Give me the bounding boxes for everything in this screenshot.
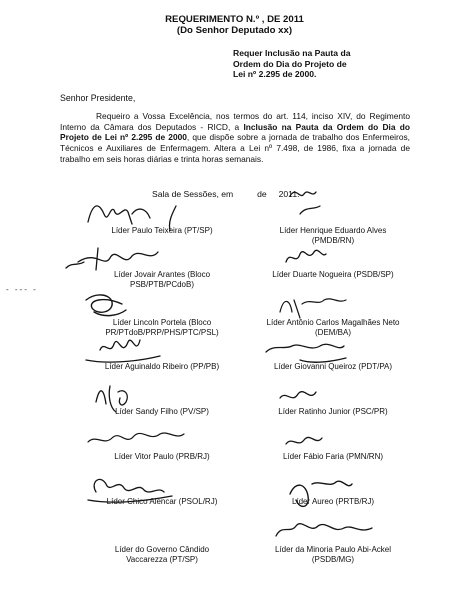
- handwritten-signature: [286, 437, 322, 444]
- margin-mark: - --- -: [6, 285, 38, 294]
- handwritten-signature: [86, 295, 126, 316]
- signatory-name: Líder Aguinaldo Ribeiro (PP/PB): [104, 362, 220, 371]
- signatory-name: Líder Chico Alencar (PSOL/RJ): [106, 497, 218, 506]
- handwritten-signature: [286, 250, 326, 262]
- signature-block: [228, 452, 438, 462]
- signatory-name: Líder Giovanni Queiroz (PDT/PA): [273, 362, 393, 371]
- signatory-name: Líder Jovair Arantes (Bloco: [113, 270, 211, 279]
- signature-block: [228, 318, 438, 337]
- signature-block: [228, 270, 438, 280]
- signatory-party: (PSDB/MG): [311, 554, 355, 564]
- signatory-party: (PMDB/RN): [311, 235, 355, 245]
- signatory-name: Líder Duarte Nogueira (PSDB/SP): [272, 270, 394, 279]
- signatory-name: Líder do Governo Cândido: [114, 545, 210, 554]
- signature-block: [228, 226, 438, 245]
- signature-block: [228, 362, 438, 372]
- signatory-party: Vaccarezza (PT/SP): [126, 554, 198, 564]
- signatory-name: Líder da Minoria Paulo Abi-Ackel: [274, 545, 392, 554]
- handwritten-signature: [266, 344, 346, 362]
- handwritten-signature: [280, 392, 316, 398]
- signatory-name: Líder Vitor Paulo (PRB/RJ): [114, 452, 210, 461]
- paragraph-text: Requeiro a Vossa Excelência, nos termos do art. 114, inciso XIV, do Regimento Interno da Câmara dos Deputados - RICD, a: [60, 111, 410, 132]
- salutation: Senhor Presidente,: [60, 93, 136, 103]
- date-label: Sala de Sessões, em: [152, 189, 234, 199]
- handwritten-signature: [276, 524, 372, 536]
- signatory-party: PSB/PTB/PCdoB): [129, 279, 195, 289]
- signatory-name: Líder Henrique Eduardo Alves: [279, 226, 387, 235]
- request-paragraph: [60, 111, 410, 165]
- document-subtitle: (Do Senhor Deputado xx): [176, 25, 293, 36]
- date-year: 2011.: [278, 189, 300, 199]
- signatory-name: Líder Lincoln Portela (Bloco: [112, 318, 212, 327]
- ementa-line: Requer Inclusão na Pauta da: [233, 48, 351, 58]
- handwritten-signature: [280, 299, 346, 318]
- signatory-party: (DEM/BA): [315, 327, 351, 337]
- ementa-line: Lei nº 2.295 de 2000.: [233, 69, 317, 80]
- signatory-name: Líder Paulo Teixeira (PT/SP): [111, 226, 213, 235]
- signatory-name: Líder Ratinho Junior (PSC/PR): [278, 407, 388, 416]
- signatory-party: PR/PTdoB/PRP/PHS/PTC/PSL): [105, 327, 219, 337]
- signatory-name: Líder Antônio Carlos Magalhães Neto: [266, 318, 400, 327]
- document-title: REQUERIMENTO N.º , DE 2011: [165, 14, 304, 25]
- signature-block: [228, 545, 438, 564]
- paragraph-bold-text: Inclusão na Pauta da Ordem do Dia do Projeto de Lei nº 2.295 de 2000: [60, 121, 410, 143]
- signatory-name: Líder Fábio Faria (PMN/RN): [282, 452, 384, 461]
- handwritten-signature: [86, 340, 160, 362]
- signature-block: [228, 497, 438, 507]
- date-line: [152, 189, 300, 199]
- ementa: [233, 48, 443, 80]
- date-de: de: [257, 189, 267, 199]
- signatory-name: Líder Sandy Filho (PV/SP): [115, 407, 209, 416]
- signatory-name: Líder Aureo (PRTB/RJ): [291, 497, 375, 506]
- paragraph-text: , que dispõe sobre a jornada de trabalho dos Enfermeiros, Técnicos e Auxiliares de Enfermagem. Altera a Lei nº 7.498, de 1986, fixa a jornada de trabalho em seis horas diárias e trinta horas semanais.: [60, 132, 410, 164]
- signature-block: [228, 407, 438, 417]
- handwritten-signature: [66, 248, 158, 270]
- ementa-line: Ordem do Dia do Projeto de: [233, 58, 347, 69]
- handwritten-signature: [88, 433, 184, 442]
